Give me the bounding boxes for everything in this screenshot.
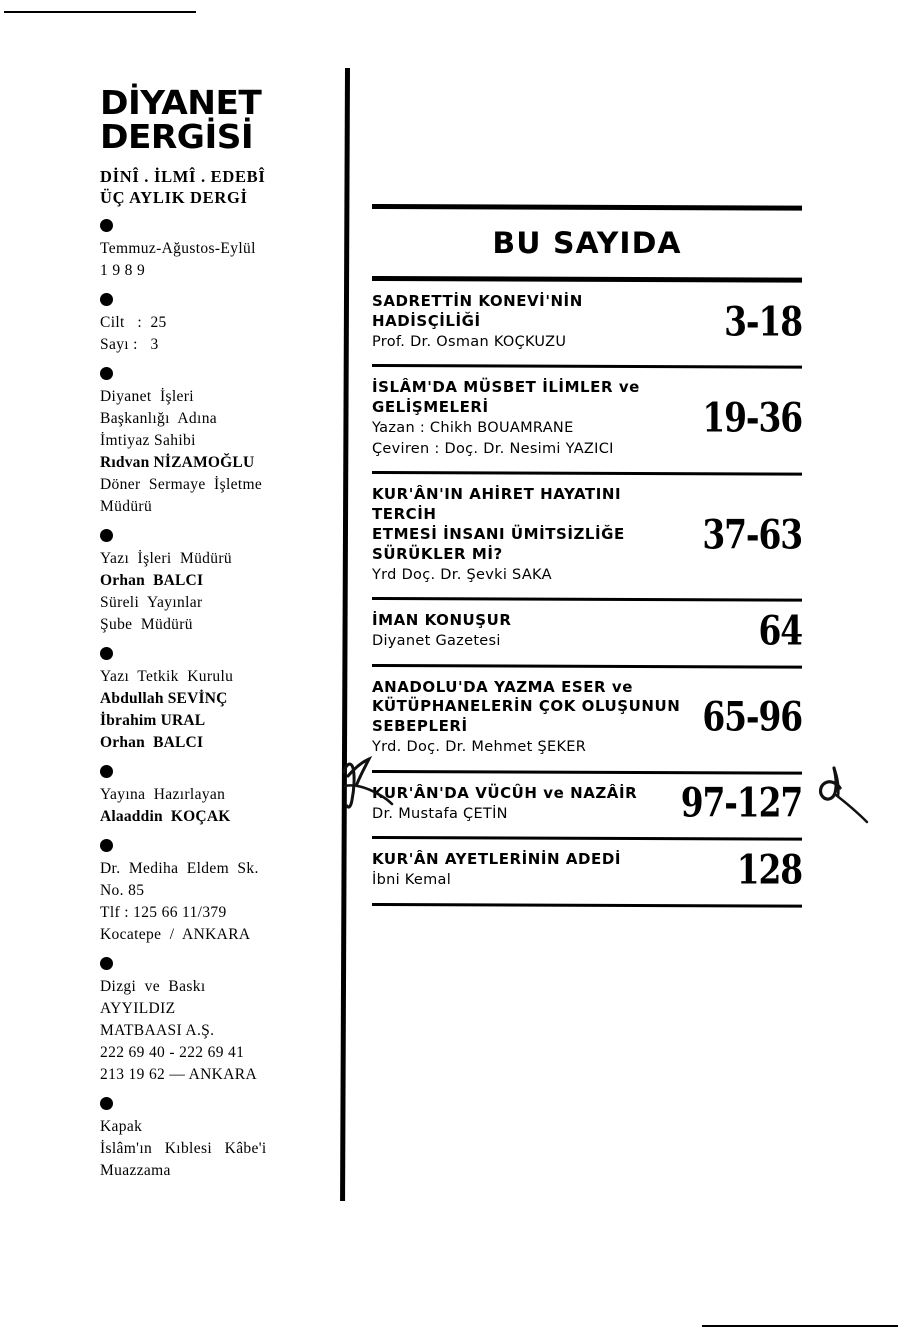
- bullet-icon: [100, 293, 113, 306]
- imprint-block: [100, 293, 344, 356]
- imprint-line: AYYILDIZ: [100, 1000, 176, 1018]
- imprint-line: Abdullah SEVİNÇ: [100, 690, 228, 708]
- toc-entry-title-line: GELİŞMELERİ: [372, 398, 489, 417]
- toc-entry-text: [372, 678, 694, 758]
- toc-entry-text: [372, 784, 673, 824]
- toc-entry-page-range: 37-63: [702, 511, 802, 559]
- toc-entry-title-line: KUR'ÂN'IN AHİRET HAYATINI TERCİH: [372, 485, 622, 523]
- toc-entry-title-line: ETMESİ İNSANI ÜMİTSİZLİĞE: [372, 524, 625, 543]
- imprint-line: Muazzama: [100, 1162, 171, 1180]
- imprint-line: Yayına Hazırlayan: [100, 786, 226, 804]
- toc-entry-page-range: 19-36: [702, 395, 802, 443]
- toc-entry[interactable]: [372, 474, 802, 597]
- toc-entry-title-line: İMAN KONUŞUR: [372, 611, 512, 630]
- toc-entry-title-line: KUR'ÂN AYETLERİNİN ADEDİ: [372, 850, 621, 869]
- imprint-line: Orhan BALCI: [100, 734, 204, 752]
- bullet-icon: [100, 839, 113, 852]
- toc-heading: BU SAYIDA: [492, 226, 682, 260]
- imprint-line: Dr. Mediha Eldem Sk.: [100, 860, 259, 878]
- magazine-title-line1: DİYANET: [100, 83, 262, 122]
- imprint-line: Temmuz-Ağustos-Eylül: [100, 240, 256, 258]
- imprint-block: [100, 765, 344, 828]
- bullet-icon: [100, 957, 113, 970]
- toc-entry-text: [372, 292, 694, 352]
- toc-entry-text: [372, 485, 694, 585]
- toc-entry-text: [372, 850, 694, 890]
- scan-artifact-bottom: [702, 1325, 898, 1327]
- imprint-line: 1 9 8 9: [100, 262, 146, 280]
- bullet-icon: [100, 219, 113, 232]
- toc-entry[interactable]: [372, 773, 802, 836]
- toc-entry-title-line: SEBEPLERİ: [372, 717, 468, 736]
- imprint-line: Yazı Tetkik Kurulu: [100, 668, 234, 686]
- toc-entry[interactable]: [372, 367, 802, 471]
- imprint-block: [100, 1097, 344, 1182]
- toc-entry[interactable]: [372, 281, 802, 364]
- toc-entry-author-line: Yrd. Doç. Dr. Mehmet ŞEKER: [372, 739, 587, 756]
- bullet-icon: [100, 529, 113, 542]
- imprint-line: Döner Sermaye İşletme: [100, 476, 263, 494]
- scan-artifact-top: [4, 11, 196, 13]
- toc-entry-author-line: Prof. Dr. Osman KOÇKUZU: [372, 333, 567, 350]
- magazine-subtitle-line1: DİNÎ . İLMÎ . EDEBÎ: [100, 166, 266, 186]
- magazine-title: [100, 83, 354, 156]
- toc-entry-text: [372, 611, 694, 651]
- table-of-contents: [372, 204, 802, 906]
- imprint-line: Dizgi ve Baskı: [100, 978, 206, 996]
- toc-entry-author-line: İbni Kemal: [372, 872, 452, 889]
- imprint-block: [100, 839, 344, 946]
- magazine-title-line2: DERGİSİ: [100, 116, 254, 156]
- imprint-block: [100, 957, 344, 1086]
- toc-entry-title-line: SADRETTİN KONEVİ'NİN HADİSÇİLİĞİ: [372, 292, 583, 330]
- toc-entry[interactable]: [372, 667, 802, 770]
- toc-entry-title-line: İSLÂM'DA MÜSBET İLİMLER ve: [372, 378, 640, 397]
- handwritten-check-mark-right-icon: [812, 762, 870, 828]
- imprint-block: [100, 647, 344, 754]
- toc-entry-page-range: 128: [736, 846, 802, 894]
- toc-entry-author-line: Dr. Mustafa ÇETİN: [372, 805, 508, 822]
- toc-entry-author-line: Yazan : Chikh BOUAMRANE: [372, 420, 574, 437]
- imprint-line: İbrahim URAL: [100, 712, 206, 730]
- imprint-line: MATBAASI A.Ş.: [100, 1022, 215, 1040]
- toc-entry-author-line: Çeviren : Doç. Dr. Nesimi YAZICI: [372, 440, 614, 457]
- toc-entry-title-line: KÜTÜPHANELERİN ÇOK OLUŞUNUN: [372, 697, 681, 716]
- imprint-line: Şube Müdürü: [100, 616, 193, 634]
- bullet-icon: [100, 1097, 113, 1110]
- imprint-line: Kapak: [100, 1118, 143, 1136]
- imprint-line: No. 85: [100, 882, 145, 900]
- imprint-line: Orhan BALCI: [100, 572, 204, 590]
- imprint-line: Tlf : 125 66 11/379: [100, 904, 227, 922]
- toc-entry-title-line: ANADOLU'DA YAZMA ESER ve: [372, 677, 633, 696]
- imprint-line: İslâm'ın Kıblesi Kâbe'i: [100, 1140, 267, 1158]
- toc-entry[interactable]: [372, 600, 802, 663]
- masthead-column: [100, 83, 344, 1182]
- imprint-line: İmtiyaz Sahibi: [100, 432, 196, 450]
- imprint-line: 213 19 62 — ANKARA: [100, 1066, 258, 1084]
- toc-entry-author-line: Diyanet Gazetesi: [372, 633, 501, 650]
- imprint-block: [100, 529, 344, 636]
- bullet-icon: [100, 647, 113, 660]
- toc-entry-page-range: 64: [758, 607, 802, 655]
- toc-entry-author-line: Yrd Doç. Dr. Şevki SAKA: [372, 566, 552, 583]
- toc-entry[interactable]: [372, 839, 802, 902]
- toc-entry-page-range: 3-18: [724, 298, 802, 346]
- imprint-block: [100, 367, 344, 518]
- bullet-icon: [100, 765, 113, 778]
- toc-entry-list: [372, 281, 802, 906]
- imprint-line: Süreli Yayınlar: [100, 594, 203, 612]
- imprint-line: Alaaddin KOÇAK: [100, 808, 231, 826]
- toc-entry-separator: [372, 903, 802, 908]
- toc-entry-page-range: 97-127: [680, 780, 802, 828]
- bullet-icon: [100, 367, 113, 380]
- toc-entry-text: [372, 378, 694, 459]
- magazine-subtitle: [100, 166, 344, 208]
- imprint-line: Yazı İşleri Müdürü: [100, 550, 232, 568]
- imprint-block: [100, 219, 344, 282]
- imprint-line: Rıdvan NİZAMOĞLU: [100, 454, 255, 472]
- imprint-blocks: [100, 219, 344, 1182]
- imprint-line: Diyanet İşleri: [100, 388, 194, 406]
- magazine-subtitle-line2: ÜÇ AYLIK DERGİ: [100, 188, 248, 208]
- toc-entry-page-range: 65-96: [702, 694, 802, 742]
- imprint-line: Cilt : 25: [100, 314, 167, 332]
- imprint-line: Müdürü: [100, 498, 153, 516]
- imprint-line: 222 69 40 - 222 69 41: [100, 1044, 245, 1062]
- toc-entry-title-line: SÜRÜKLER Mİ?: [372, 544, 503, 563]
- imprint-line: Başkanlığı Adına: [100, 410, 218, 428]
- imprint-line: Kocatepe / ANKARA: [100, 926, 251, 944]
- toc-entry-title-line: KUR'ÂN'DA VÜCÛH ve NAZÂİR: [372, 783, 638, 802]
- imprint-line: Sayı : 3: [100, 336, 159, 354]
